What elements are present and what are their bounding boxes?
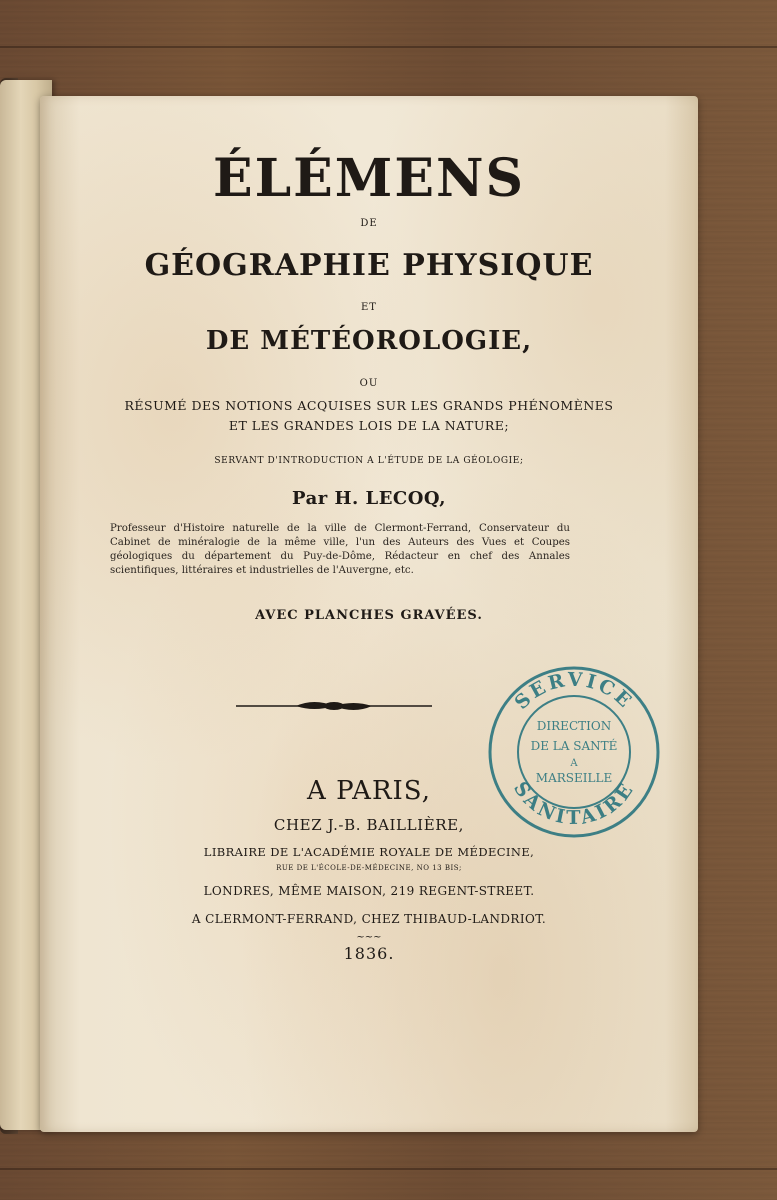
stamp-inner-2: DE LA SANTÉ	[530, 739, 618, 753]
connector-et: ET	[361, 302, 377, 313]
subtitle-geographie: GÉOGRAPHIE PHYSIQUE	[144, 248, 594, 283]
stamp-inner-4: MARSEILLE	[535, 771, 613, 785]
description-line-2: ET LES GRANDES LOIS DE LA NATURE;	[228, 418, 510, 433]
book-title: ÉLÉMENS	[212, 148, 526, 209]
sanitary-stamp	[486, 664, 662, 840]
publisher-name: CHEZ J.-B. BAILLIÈRE,	[273, 816, 465, 834]
wood-grain-line	[0, 1168, 777, 1170]
publisher-london: LONDRES, MÊME MAISON, 219 REGENT-STREET.	[203, 884, 535, 898]
title-page	[40, 96, 698, 1132]
stamp-outer-bottom: SANITAIRE	[508, 777, 640, 830]
description-servant: SERVANT D'INTRODUCTION A L'ÉTUDE DE LA GÉOLOGIE;	[214, 456, 524, 466]
plates-note: AVEC PLANCHES GRAVÉES.	[255, 608, 483, 623]
author-byline: Par H. LECOQ,	[292, 488, 446, 509]
stamp-inner-1: DIRECTION	[536, 719, 612, 733]
wood-grain-line	[0, 46, 777, 48]
description-line-1: RÉSUMÉ DES NOTIONS ACQUISES SUR LES GRANDS PHÉNOMÈNES	[124, 398, 614, 413]
stamp-inner-3: A	[570, 758, 578, 769]
stamp-outer-top: SERVICE	[510, 668, 638, 714]
flourish: ~~~	[356, 932, 382, 943]
subtitle-meteorologie: DE MÉTÉOROLOGIE,	[205, 326, 533, 356]
connector-de: DE	[360, 218, 378, 229]
ornament-divider-icon	[236, 696, 432, 716]
publisher-address: RUE DE L'ÉCOLE-DE-MÉDECINE, NO 13 BIS;	[276, 864, 462, 872]
publisher-title: LIBRAIRE DE L'ACADÉMIE ROYALE DE MÉDECINE,	[203, 845, 535, 859]
publisher-city: A PARIS,	[307, 776, 431, 806]
author-bio: Professeur d'Histoire naturelle de la ville de Clermont-Ferrand, Conservateur du Cabinet de minéralogie de la même ville, l'un des Auteurs des Vues et Coupes géologiques du département du Puy-de-Dôme, Rédacteur en chef des Annales scientifiques, littéraires et industrielles de l'Auvergne, etc.	[110, 523, 570, 576]
svg-text:SERVICE	[510, 669, 637, 714]
publisher-clermont: A CLERMONT-FERRAND, CHEZ THIBAUD-LANDRIOT.	[191, 912, 547, 926]
connector-ou: OU	[359, 378, 379, 389]
publication-year: 1836.	[343, 944, 395, 963]
